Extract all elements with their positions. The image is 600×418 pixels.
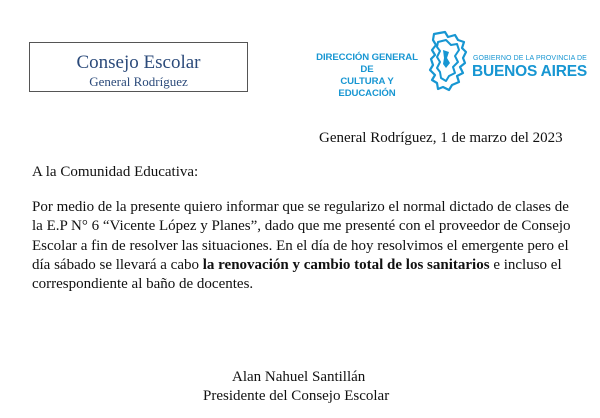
buenos-aires-text: BUENOS AIRES bbox=[472, 63, 588, 80]
letter-body bbox=[32, 198, 572, 294]
province-map-icon bbox=[428, 30, 468, 92]
org-name: Consejo Escolar bbox=[76, 52, 201, 73]
signature-name: Alan Nahuel Santillán bbox=[232, 369, 366, 385]
body-text-part-1: Por medio de la presente quiero informar que se regularizo el normal dictado de clases de la E.P N° 6 “Vicente López y Planes”, dado que me presenté con el proveedor de Consejo Escolar a fin de resolver las situaciones. En el día de hoy resolvimos el emergente pero el día sábado se llevará a cabo bbox=[32, 199, 571, 273]
letter-date: General Rodríguez, 1 de marzo del 2023 bbox=[319, 130, 563, 146]
gobierno-provincia-text: GOBIERNO DE LA PROVINCIA DE bbox=[473, 55, 587, 62]
letter-salutation: A la Comunidad Educativa: bbox=[32, 164, 199, 180]
body-text-bold: la renovación y cambio total de los sanitarios bbox=[202, 256, 490, 273]
consejo-escolar-header-box bbox=[29, 42, 248, 92]
dg-line-2: CULTURA Y EDUCACIÓN bbox=[338, 76, 396, 99]
body-text-part-2: e incluso el correspondiente al baño de docentes. bbox=[32, 256, 562, 293]
org-subtitle: General Rodríguez bbox=[89, 74, 188, 89]
signature-title: Presidente del Consejo Escolar bbox=[203, 388, 390, 404]
direccion-general-logo-text bbox=[311, 52, 423, 100]
dg-line-1: DIRECCIÓN GENERAL DE bbox=[316, 52, 418, 75]
